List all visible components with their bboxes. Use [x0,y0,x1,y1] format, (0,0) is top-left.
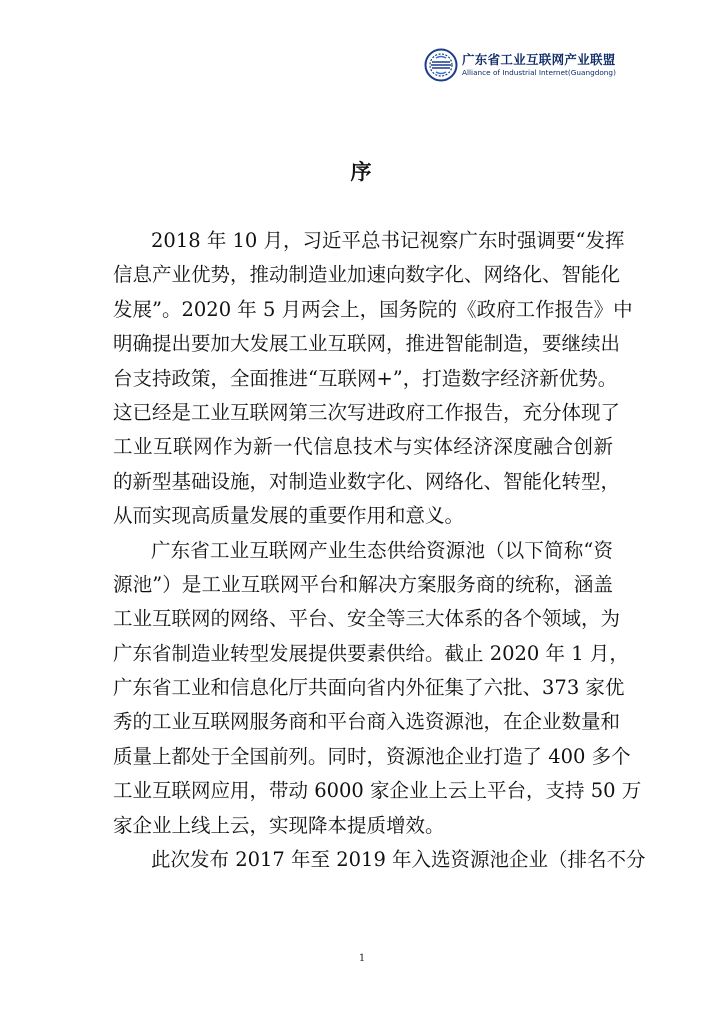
text-line: 质量上都处于全国前列。同时，资源池企业打造了 400 多个 [113,744,631,768]
organization-name-en: Alliance of Industrial Internet(Guangdong) [462,68,616,78]
body-text [113,224,646,877]
text-line: 信息产业优势，推动制造业加速向数字化、网络化、智能化 [113,263,621,287]
text-line: 此次发布 2017 年至 2019 年入选资源池企业（排名不分 [151,848,646,872]
text-line: 工业互联网的网络、平台、安全等三大体系的各个领域，为 [113,607,621,631]
text-line: 台支持政策，全面推进“互联网+”，打造数字经济新优势。 [113,366,618,390]
text-line: 发展”。2020 年 5 月两会上，国务院的《政府工作报告》中 [113,297,633,321]
text-line: 家企业上线上云，实现降本提质增效。 [113,813,445,837]
text-line: 工业互联网应用，带动 6000 家企业上云上平台，支持 50 万 [113,779,642,803]
document-header [424,48,624,82]
organization-name-cn: 广东省工业互联网产业联盟 [462,51,616,67]
page-number: 1 [358,953,366,964]
organization-name [462,51,616,78]
text-line: 广东省工业和信息化厅共面向省内外征集了六批、373 家优 [113,676,625,700]
text-line: 明确提出要加大发展工业互联网，推进智能制造，要继续出 [113,332,621,356]
text-line: 广东省制造业转型发展提供要素供给。截止 2020 年 1 月， [113,641,629,665]
page-title: 序 [350,159,374,184]
text-line: 工业互联网作为新一代信息技术与实体经济深度融合创新 [113,435,613,459]
text-line: 广东省工业互联网产业生态供给资源池（以下简称“资 [151,538,613,562]
text-line: 2018 年 10 月，习近平总书记视察广东时强调要“发挥 [151,229,625,252]
text-line: 源池”）是工业互联网平台和解决方案服务商的统称，涵盖 [113,572,613,596]
text-line: 这已经是工业互联网第三次写进政府工作报告，充分体现了 [113,400,621,424]
text-line: 从而实现高质量发展的重要作用和意义。 [113,504,465,528]
text-line: 秀的工业互联网服务商和平台商入选资源池，在企业数量和 [113,710,621,734]
alliance-logo-icon [424,48,458,82]
text-line: 的新型基础设施，对制造业数字化、网络化、智能化转型， [113,469,621,493]
